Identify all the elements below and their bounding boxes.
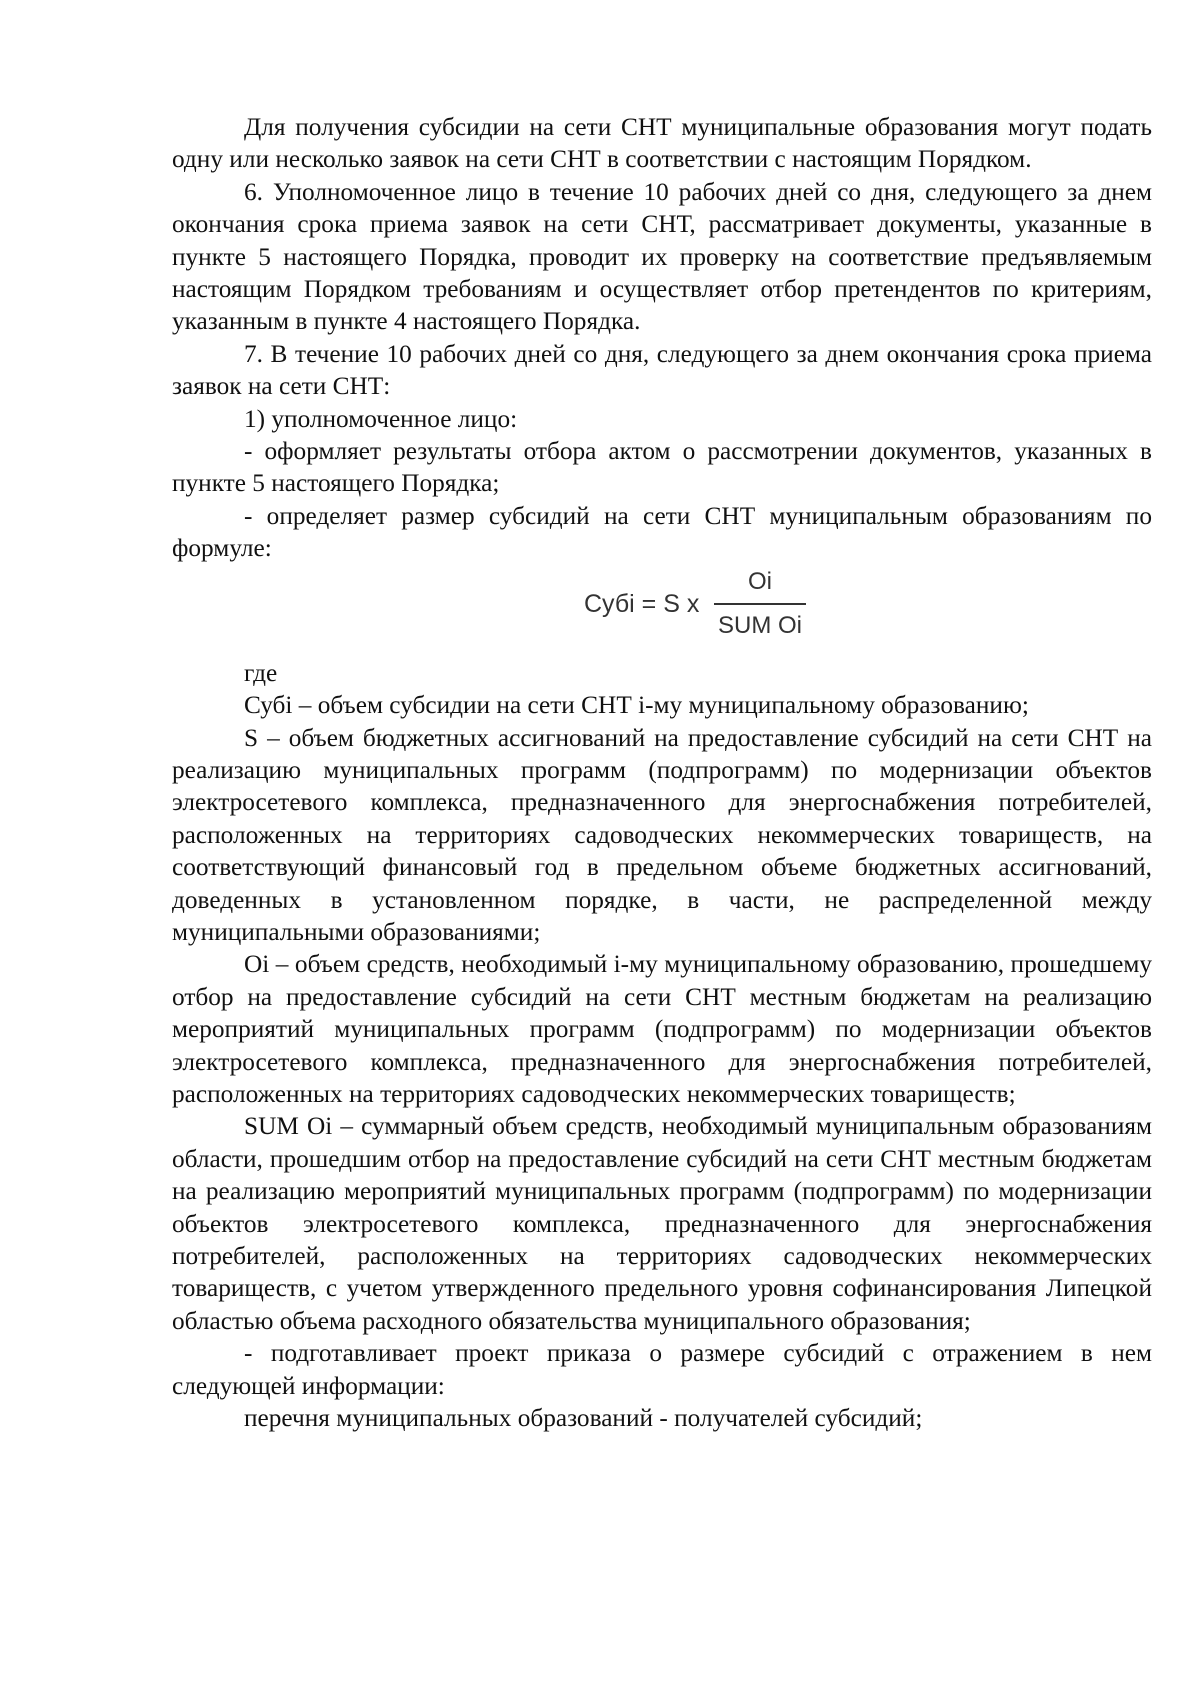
paragraph-def-oi: Oi – объем средств, необходимый i-му муниципальному образованию, прошедшему отбор на предоставление субсидий на сети СНТ местным бюджетам на реализацию мероприятий муниципальных программ (подпрограмм) по модернизации объектов электросетевого комплекса, предназначенного для энергоснабжения потребителей, расположенных на территориях садоводческих некоммерческих товариществ; <box>172 950 1152 1108</box>
paragraph-order-draft: - подготавливает проект приказа о размере субсидий с отражением в нем следующей информации: <box>172 1339 1152 1400</box>
subsidy-formula <box>172 565 1152 657</box>
formula-denominator: SUM Oi <box>718 611 802 639</box>
formula-fraction <box>714 565 806 643</box>
formula-left-side: Субi = S x <box>584 589 700 618</box>
formula-numerator: Oi <box>748 567 772 595</box>
document-page <box>172 111 1152 1434</box>
paragraph-item-6: 6. Уполномоченное лицо в течение 10 рабочих дней со дня, следующего за днем окончания срока приема заявок на сети СНТ, рассматривает документы, указанные в пункте 5 настоящего Порядка, проводит их проверку на соответствие предъявляемым настоящим Порядком требованиям и осуществляет отбор претендентов по критериям, указанным в пункте 4 настоящего Порядка. <box>172 177 1152 336</box>
paragraph-recipients-list: перечня муниципальных образований - получателей субсидий; <box>244 1404 923 1433</box>
paragraph-subsidy-size: - определяет размер субсидий на сети СНТ муниципальным образованиям по формуле: <box>172 501 1152 563</box>
paragraph-application-note: Для получения субсидии на сети СНТ муниципальные образования могут подать одну или несколько заявок на сети СНТ в соответствии с настоящим Порядком. <box>172 113 1152 174</box>
paragraph-where: где <box>244 658 278 687</box>
paragraph-def-subi: Субi – объем субсидии на сети СНТ i-му муниципальному образованию; <box>244 691 1029 720</box>
paragraph-item-7: 7. В течение 10 рабочих дней со дня, следующего за днем окончания срока приема заявок на сети СНТ: <box>172 339 1152 401</box>
paragraph-subitem-1: 1) уполномоченное лицо: <box>244 404 518 433</box>
paragraph-def-sum-oi: SUM Oi – суммарный объем средств, необходимый муниципальным образованиям области, прошедшим отбор на предоставление субсидий на сети СНТ местным бюджетам на реализацию мероприятий муниципальных программ (подпрограмм) по модернизации объектов электросетевого комплекса, предназначенного для энергоснабжения потребителей, расположенных на территориях садоводческих некоммерческих товариществ, с учетом утвержденного предельного уровня софинансирования Липецкой областью объема расходного обязательства муниципального образования; <box>172 1112 1152 1335</box>
paragraph-def-s: S – объем бюджетных ассигнований на предоставление субсидий на сети СНТ на реализацию муниципальных программ (подпрограмм) по модернизации объектов электросетевого комплекса, предназначенного для энергоснабжения потребителей, расположенных на территориях садоводческих некоммерческих товариществ, на соответствующий финансовый год в предельном объеме бюджетных ассигнований, доведенных в установленном порядке, в части, не распределенной между муниципальными образованиями; <box>172 723 1152 946</box>
paragraph-selection-act: - оформляет результаты отбора актом о рассмотрении документов, указанных в пункте 5 настоящего Порядка; <box>172 437 1152 498</box>
